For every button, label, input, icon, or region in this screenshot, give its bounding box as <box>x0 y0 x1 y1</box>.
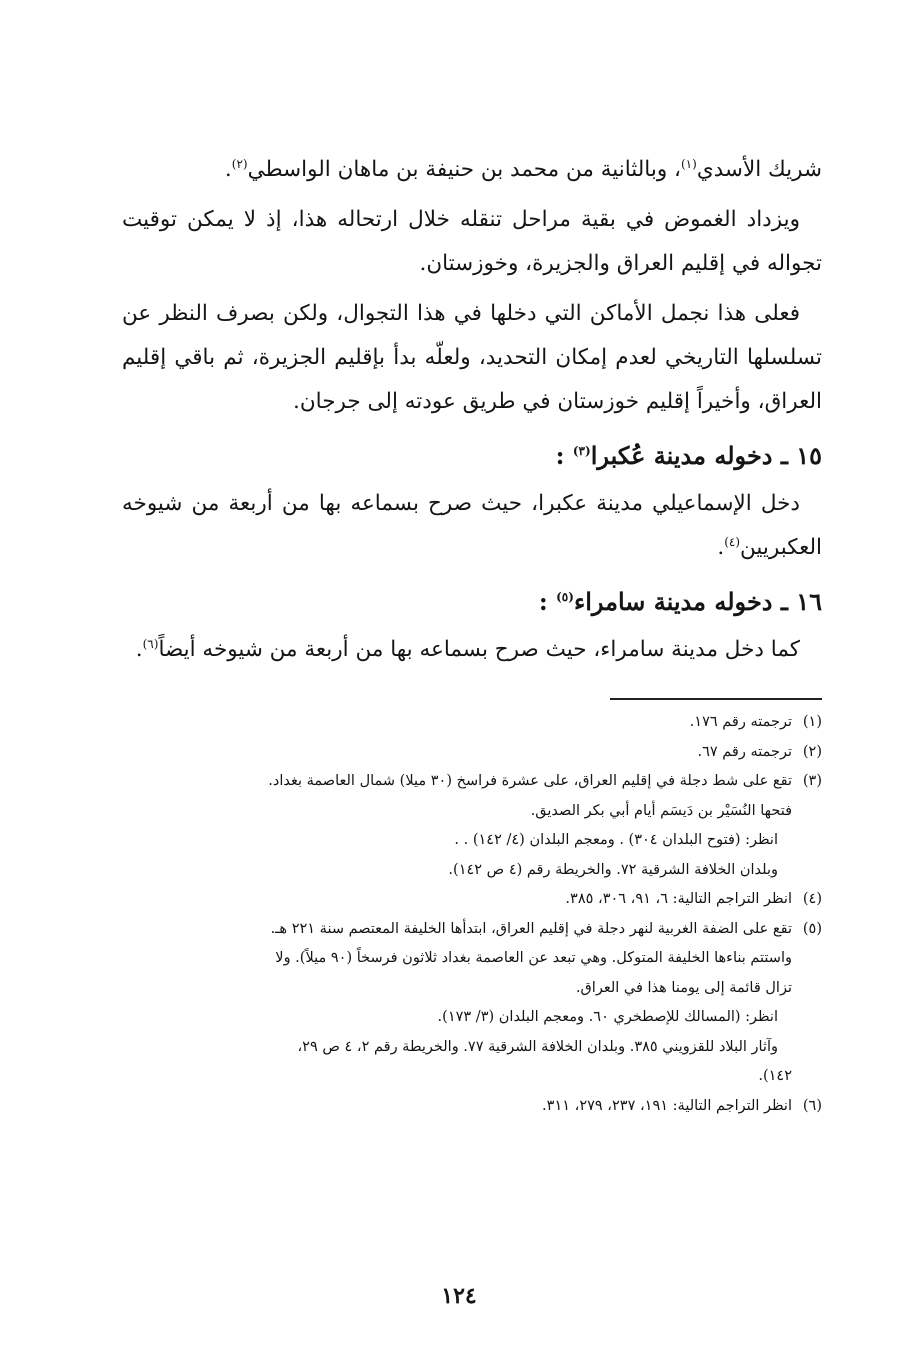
text-run: . <box>717 535 725 560</box>
book-page <box>122 148 822 1121</box>
footnote-ref[interactable]: (٥) <box>556 590 574 604</box>
footnote-text <box>122 738 792 768</box>
footnote-number: (٦) <box>802 1097 822 1114</box>
footnote-line: انظر التراجم التالية: ١٩١، ٢٣٧، ٢٧٩، ٣١١. <box>542 1097 792 1114</box>
paragraph-1 <box>122 148 822 192</box>
footnote-line: انظر التراجم التالية: ٦، ٩١، ٣٠٦، ٣٨٥. <box>565 891 792 907</box>
paragraph-3: فعلى هذا نجمل الأماكن التي دخلها في هذا التجوال، ولكن بصرف النظر عن تسلسلها التاريخي لعدم إمكان التحديد، ولعلّه بدأ بإقليم الجزيرة، ثم باقي إقليم العراق، وأخيراً إقليم خوزستان في طريق عودته إلى جرجان. <box>122 301 822 414</box>
footnote-number: (٣) <box>802 773 822 789</box>
footnote-divider <box>610 698 822 700</box>
section-heading <box>122 576 822 628</box>
footnote <box>122 915 822 1092</box>
footnote-number: (٥) <box>802 920 822 937</box>
heading-colon: : <box>555 441 573 470</box>
footnote-ref[interactable]: (٣) <box>572 444 591 458</box>
text-run: دخل الإسماعيلي مدينة عكبرا، حيث صرح بسماعه بها من أربعة من شيوخه العكبريين <box>122 491 822 560</box>
footnote-ref[interactable]: (٤) <box>724 534 741 549</box>
section-16 <box>122 576 822 672</box>
footnote-text <box>122 708 792 738</box>
footnote <box>122 885 822 915</box>
footnote-number: (٢) <box>802 743 822 760</box>
footnote-ref[interactable]: (٢) <box>231 156 248 171</box>
text-run: . <box>224 157 232 182</box>
footnote-line: انظر: (فتوح البلدان ٣٠٤) . ومعجم البلدان (٤/ ١٤٢) . . <box>454 832 778 848</box>
footnote-line: ترجمته رقم ٦٧. <box>697 743 792 760</box>
footnote-line: وبلدان الخلافة الشرقية ٧٢. والخريطة رقم (٤ ص ١٤٢). <box>448 861 778 878</box>
footnote-ref[interactable]: (١) <box>680 156 697 171</box>
footnote-text <box>122 885 792 915</box>
footnotes <box>122 708 822 1121</box>
footnote-line: واستتم بناءها الخليفة المتوكل. وهي تبعد عن العاصمة بغداد ثلاثون فرسخاً (٩٠ ميلاً). ولا <box>275 950 792 966</box>
footnote-text <box>122 915 792 1092</box>
footnote-line: ترجمته رقم ١٧٦. <box>689 714 792 730</box>
footnote-ref[interactable]: (٦) <box>142 636 159 651</box>
section-heading-text: ١٦ ـ دخوله مدينة سامراء <box>573 587 822 616</box>
text-run: كما دخل مدينة سامراء، حيث صرح بسماعه بها من أربعة من شيوخه أيضاً <box>158 637 800 662</box>
section-body <box>122 628 822 672</box>
page-number: ١٢٤ <box>441 1283 477 1309</box>
footnote-line: تقع على الضفة الغربية لنهر دجلة في إقليم العراق، ابتدأها الخليفة المعتصم سنة ٢٢١ هـ. <box>270 920 792 937</box>
section-body <box>122 482 822 570</box>
section-15 <box>122 430 822 570</box>
footnote-line: فتحها النُسَيْر بن دَيسَم أيام أبي بكر الصديق. <box>530 802 792 819</box>
text-run: شريك الأسدي <box>696 157 822 182</box>
section-heading <box>122 430 822 482</box>
section-heading-text: ١٥ ـ دخوله مدينة عُكبرا <box>590 441 822 470</box>
footnote-number: (٤) <box>802 891 822 907</box>
footnote <box>122 767 822 885</box>
footnote-line: تزال قائمة إلى يومنا هذا في العراق. <box>575 979 792 996</box>
footnote-line: ١٤٢). <box>758 1068 792 1084</box>
footnote-text <box>122 767 792 885</box>
footnote-number: (١) <box>802 714 822 730</box>
paragraph-2: ويزداد الغموض في بقية مراحل تنقله خلال ارتحاله هذا، إذ لا يمكن توقيت تجواله في إقليم العراق والجزيرة، وخوزستان. <box>122 207 822 276</box>
text-run: . <box>135 637 143 662</box>
footnote <box>122 708 822 738</box>
footnote <box>122 1092 822 1122</box>
footnote-line: انظر: (المسالك للإصطخري ٦٠. ومعجم البلدان (٣/ ١٧٣). <box>437 1009 778 1025</box>
footnote-text <box>122 1092 792 1122</box>
footnote-line: وآثار البلاد للقزويني ٣٨٥. وبلدان الخلافة الشرقية ٧٧. والخريطة رقم ٢، ٤ ص ٢٩، <box>297 1038 778 1055</box>
footnote-line: تقع على شط دجلة في إقليم العراق، على عشرة فراسخ (٣٠ ميلا) شمال العاصمة بغداد. <box>268 773 792 789</box>
heading-colon: : <box>538 587 557 616</box>
footnote <box>122 738 822 768</box>
text-run: ، وبالثانية من محمد بن حنيفة بن ماهان الواسطي <box>247 157 681 182</box>
